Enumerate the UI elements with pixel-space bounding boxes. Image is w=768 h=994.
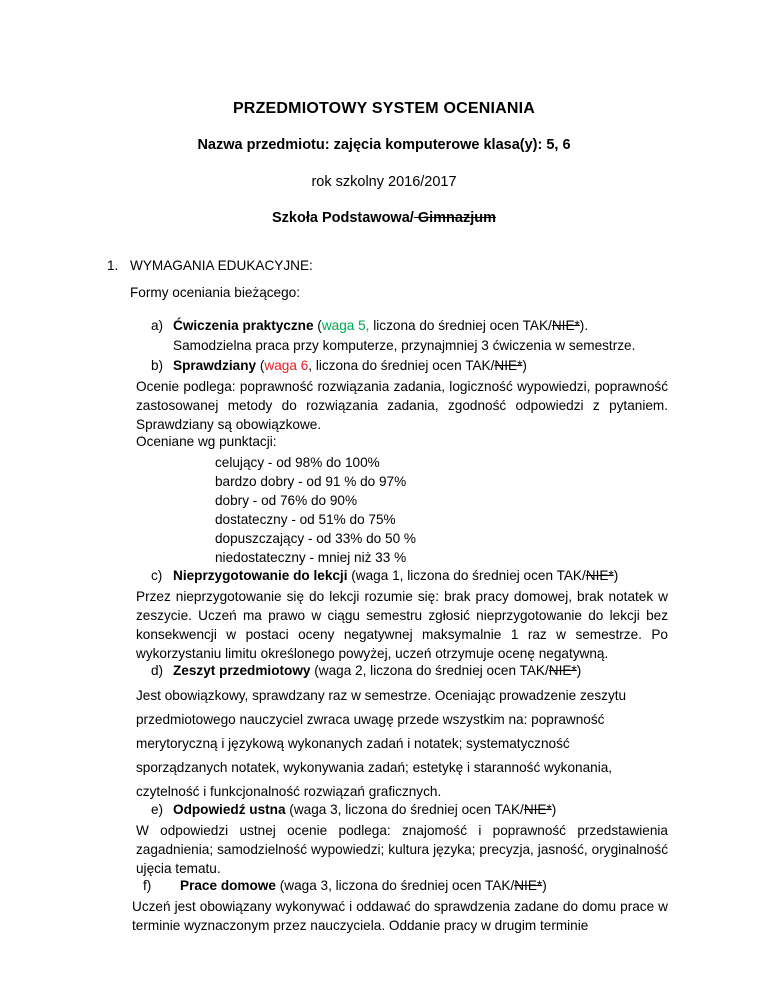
item-b-scale-label: Oceniane wg punktacji: <box>136 434 277 449</box>
item-a-marker: a) <box>151 318 164 333</box>
item-f-heading <box>180 878 547 893</box>
item-a-mid: liczona do średniej ocen TAK/ <box>369 318 552 333</box>
item-c-struck: NIE* <box>585 568 614 583</box>
item-c-name: Nieprzygotowanie do lekcji <box>173 568 348 583</box>
item-f-mid: (waga 3, liczona do średniej ocen TAK/ <box>275 878 515 893</box>
item-d-struck: NIE* <box>548 663 577 678</box>
school-type <box>0 210 768 226</box>
item-a-desc: Samodzielna praca przy komputerze, przynajmniej 3 ćwiczenia w semestrze. <box>173 338 636 353</box>
item-d-line: czytelność i funkcjonalność rozwiązań graficznych. <box>136 784 442 799</box>
item-e-close: ) <box>551 802 557 817</box>
item-a-close: ). <box>579 318 589 333</box>
section-heading: WYMAGANIA EDUKACYJNE: <box>130 258 313 273</box>
item-c-marker: c) <box>151 568 163 583</box>
item-e-struck: NIE* <box>523 802 552 817</box>
item-d-line: Jest obowiązkowy, sprawdzany raz w semestrze. Oceniając prowadzenie zeszytu <box>136 688 627 703</box>
grade-scale-item: celujący - od 98% do 100% <box>215 455 380 470</box>
item-e-desc: W odpowiedzi ustnej ocenie podlega: znajomość i poprawność przedstawienia zagadnienia; samodzielność wypowiedzi; kultura języka; precyzja, jasność, oryginalność ujęcia tematu. <box>136 823 668 876</box>
item-b-struck: NIE* <box>494 358 523 373</box>
item-b-weight: waga 6 <box>264 358 309 373</box>
item-a-name: Ćwiczenia praktyczne <box>173 318 314 333</box>
item-e-mid: (waga 3, liczona do średniej ocen TAK/ <box>285 802 524 817</box>
item-f-close: ) <box>542 878 547 893</box>
item-d-close: ) <box>576 663 582 678</box>
item-e-heading <box>173 802 556 817</box>
item-a-heading <box>173 318 588 333</box>
item-b-marker: b) <box>151 358 164 373</box>
item-d-mid: (waga 2, liczona do średniej ocen TAK/ <box>310 663 549 678</box>
item-e-marker: e) <box>151 802 164 817</box>
item-d-desc <box>136 684 626 804</box>
grade-scale-item: niedostateczny - mniej niż 33 % <box>215 550 407 565</box>
item-e-name: Odpowiedź ustna <box>173 802 286 817</box>
item-c-heading <box>173 568 618 583</box>
forms-label: Formy oceniania bieżącego: <box>130 285 301 300</box>
item-a-struck: NIE* <box>551 318 580 333</box>
item-f-struck: NIE* <box>514 878 543 893</box>
item-d-line: przedmiotowego nauczyciel zwraca uwagę przede wszystkim na: poprawność <box>136 712 605 727</box>
grade-scale-item: dostateczny - od 51% do 75% <box>215 512 396 527</box>
document-title: PRZEDMIOTOWY SYSTEM OCENIANIA <box>232 100 536 117</box>
school-type-kept: Szkoła Podstawowa/ <box>271 210 414 226</box>
grade-scale-item: bardzo dobry - od 91 % do 97% <box>215 474 407 489</box>
item-a-open: ( <box>313 318 322 333</box>
item-f-name: Prace domowe <box>180 878 276 893</box>
item-d-marker: d) <box>151 663 164 678</box>
item-d-line: sporządzanych notatek, wykonywania zadań; estetykę i staranność wykonania, <box>136 760 613 775</box>
item-d-heading <box>173 663 581 678</box>
grade-scale-item: dobry - od 76% do 90% <box>215 493 358 508</box>
school-type-struck: Gimnazjum <box>413 210 496 226</box>
subject-line: Nazwa przedmiotu: zajęcia komputerowe klasa(y): 5, 6 <box>197 137 571 153</box>
item-b-heading <box>173 358 527 373</box>
item-b-mid: , liczona do średniej ocen TAK/ <box>308 358 495 373</box>
school-year: rok szkolny 2016/2017 <box>311 174 457 190</box>
item-b-name: Sprawdziany <box>173 358 257 373</box>
grade-scale <box>215 453 416 567</box>
item-b-close: ) <box>522 358 527 373</box>
item-f-marker: f) <box>143 878 152 893</box>
item-b-desc: Ocenie podlega: poprawność rozwiązania zadania, logiczność wypowiedzi, poprawność zastosowanej metody do rozwiązania zadania, zgodność odpowiedzi z pytaniem. Sprawdziany są obowiązkowe. <box>136 379 668 432</box>
item-d-line: merytoryczną i językową wykonanych zadań i notatek; systematyczność <box>136 736 570 751</box>
grade-scale-item: dopuszczający - od 33% do 50 % <box>215 531 417 546</box>
item-c-desc: Przez nieprzygotowanie się do lekcji rozumie się: brak pracy domowej, brak notatek w zeszycie. Uczeń ma prawo w ciągu semestru zgłosić nieprzygotowanie do lekcji bez konsekwencji w postaci oceny negatywnej maksymalnie 1 raz w semestrze. Po wykorzystaniu limitu określonego powyżej, uczeń otrzymuje ocenę negatywną. <box>136 589 668 661</box>
item-a-weight: waga 5, <box>321 318 370 333</box>
section-number: 1. <box>107 258 119 273</box>
item-f-desc: Uczeń jest obowiązany wykonywać i oddawać do sprawdzenia zadane do domu prace w terminie wyznaczonym przez nauczyciela. Oddanie pracy w drugim terminie <box>132 899 668 933</box>
item-d-name: Zeszyt przedmiotowy <box>173 663 311 678</box>
item-b-open: ( <box>256 358 265 373</box>
item-c-close: ) <box>613 568 619 583</box>
item-c-mid: (waga 1, liczona do średniej ocen TAK/ <box>347 568 586 583</box>
